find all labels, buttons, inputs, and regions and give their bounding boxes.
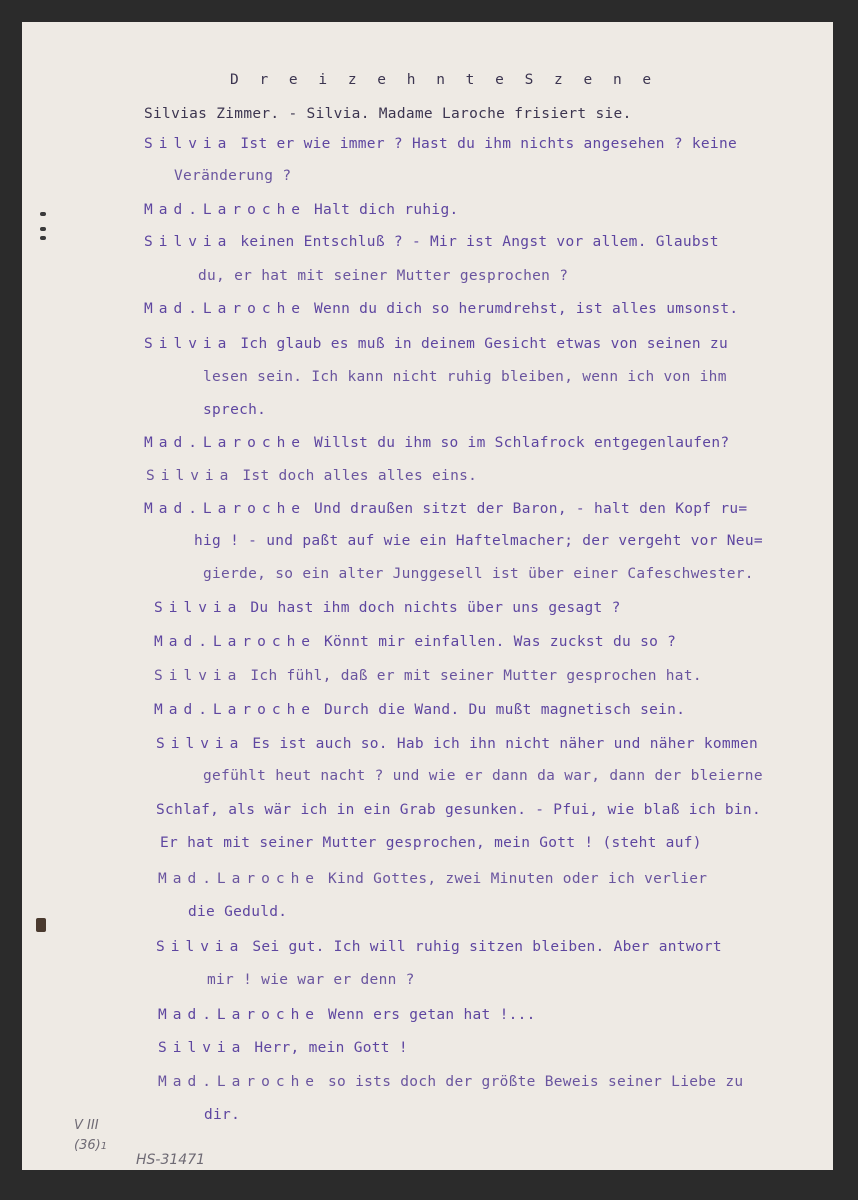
- speaker-name: Silvia: [144, 336, 233, 352]
- dialogue-text: gierde, so ein alter Junggesell ist über einer Cafeschwester.: [203, 566, 754, 582]
- dialogue-line: [144, 301, 738, 317]
- dialogue-text: Herr, mein Gott !: [254, 1040, 408, 1056]
- dialogue-text: du, er hat mit seiner Mutter gesprochen ?: [198, 268, 569, 284]
- dialogue-text: Du hast ihm doch nichts über uns gesagt ?: [250, 600, 621, 616]
- speaker-name: Silvia: [146, 468, 235, 484]
- page-number-label: (36): [74, 1138, 101, 1153]
- dialogue-continuation: [198, 268, 568, 284]
- dialogue-line: [144, 435, 729, 451]
- speaker-name: Mad.Laroche: [154, 702, 317, 718]
- dialogue-text: Sei gut. Ich will ruhig sitzen bleiben. Aber antwort: [252, 939, 722, 955]
- page-number-sub: 1: [100, 1141, 108, 1152]
- scene-title: D r e i z e h n t e S z e n e: [230, 72, 658, 88]
- dialogue-text: Er hat mit seiner Mutter gesprochen, mein Gott ! (steht auf): [160, 835, 702, 851]
- dialogue-continuation: [156, 802, 761, 818]
- dialogue-continuation: [203, 402, 266, 418]
- dialogue-line: [154, 600, 621, 616]
- dialogue-text: Wenn ers getan hat !...: [328, 1007, 536, 1023]
- dialogue-line: [144, 234, 719, 250]
- dialogue-text: Ich glaub es muß in deinem Gesicht etwas von seinen zu: [240, 336, 728, 352]
- speaker-name: Mad.Laroche: [144, 301, 307, 317]
- dialogue-text: Ist doch alles alles eins.: [242, 468, 478, 484]
- dialogue-line: [144, 336, 728, 352]
- dialogue-text: Ist er wie immer ? Hast du ihm nichts angesehen ? keine: [240, 136, 738, 152]
- binding-hole-mark: [40, 212, 46, 216]
- dialogue-continuation: [203, 566, 754, 582]
- dialogue-text: gefühlt heut nacht ? und wie er dann da war, dann der bleierne: [203, 768, 763, 784]
- folder-mark: V III: [74, 1118, 99, 1133]
- dialogue-line: [144, 136, 737, 152]
- speaker-name: Silvia: [158, 1040, 247, 1056]
- speaker-name: Mad.Laroche: [158, 1007, 321, 1023]
- dialogue-continuation: [203, 369, 727, 385]
- speaker-name: Mad.Laroche: [144, 435, 307, 451]
- dialogue-line: [154, 668, 702, 684]
- dialogue-line: [154, 702, 685, 718]
- dialogue-text: Und draußen sitzt der Baron, - halt den Kopf ru=: [314, 501, 748, 517]
- dialogue-text: Könnt mir einfallen. Was zuckst du so ?: [324, 634, 677, 650]
- manuscript-page: [22, 22, 833, 1170]
- speaker-name: Mad.Laroche: [144, 202, 307, 218]
- dialogue-text: Willst du ihm so im Schlafrock entgegenlaufen?: [314, 435, 730, 451]
- dialogue-line: [144, 202, 459, 218]
- dialogue-text: Durch die Wand. Du mußt magnetisch sein.: [324, 702, 686, 718]
- dialogue-text: Ich fühl, daß er mit seiner Mutter gesprochen hat.: [250, 668, 702, 684]
- dialogue-continuation: [160, 835, 702, 851]
- dialogue-line: [158, 1074, 743, 1090]
- dialogue-continuation: [207, 972, 415, 988]
- dialogue-line: [156, 736, 758, 752]
- dialogue-line: [154, 634, 676, 650]
- speaker-name: Mad.Laroche: [154, 634, 317, 650]
- dialogue-continuation: [194, 533, 763, 549]
- dialogue-text: dir.: [204, 1107, 241, 1123]
- dialogue-text: Kind Gottes, zwei Minuten oder ich verlier: [328, 871, 708, 887]
- speaker-name: Silvia: [156, 736, 245, 752]
- dialogue-line: [144, 501, 747, 517]
- speaker-name: Mad.Laroche: [158, 871, 321, 887]
- page-number: [74, 1138, 107, 1153]
- dialogue-text: hig ! - und paßt auf wie ein Haftelmacher; der vergeht vor Neu=: [194, 533, 763, 549]
- dialogue-text: so ists doch der größte Beweis seiner Liebe zu: [328, 1074, 744, 1090]
- speaker-name: Silvia: [144, 136, 233, 152]
- dialogue-text: die Geduld.: [188, 904, 288, 920]
- dialogue-continuation: [204, 1107, 240, 1123]
- dialogue-text: Veränderung ?: [174, 168, 292, 184]
- dialogue-text: Es ist auch so. Hab ich ihn nicht näher und näher kommen: [252, 736, 759, 752]
- binding-hole-mark: [36, 918, 46, 932]
- dialogue-text: mir ! wie war er denn ?: [207, 972, 415, 988]
- binding-hole-mark: [40, 227, 46, 231]
- speaker-name: Mad.Laroche: [158, 1074, 321, 1090]
- dialogue-text: sprech.: [203, 402, 267, 418]
- dialogue-line: [158, 871, 707, 887]
- dialogue-continuation: [203, 768, 763, 784]
- dialogue-text: Halt dich ruhig.: [314, 202, 459, 218]
- speaker-name: Silvia: [144, 234, 233, 250]
- dialogue-line: [158, 1040, 408, 1056]
- speaker-name: Silvia: [154, 668, 243, 684]
- speaker-name: Silvia: [154, 600, 243, 616]
- stage-direction: Silvias Zimmer. - Silvia. Madame Laroche frisiert sie.: [144, 106, 632, 122]
- signature-mark: HS-31471: [136, 1152, 206, 1168]
- dialogue-text: lesen sein. Ich kann nicht ruhig bleiben, wenn ich von ihm: [203, 369, 727, 385]
- dialogue-line: [158, 1007, 536, 1023]
- speaker-name: Silvia: [156, 939, 245, 955]
- dialogue-continuation: [188, 904, 287, 920]
- binding-hole-mark: [40, 236, 46, 240]
- dialogue-line: [146, 468, 477, 484]
- dialogue-text: Wenn du dich so herumdrehst, ist alles umsonst.: [314, 301, 739, 317]
- dialogue-text: keinen Entschluß ? - Mir ist Angst vor allem. Glaubst: [240, 234, 719, 250]
- dialogue-line: [156, 939, 722, 955]
- speaker-name: Mad.Laroche: [144, 501, 307, 517]
- dialogue-text: Schlaf, als wär ich in ein Grab gesunken. - Pfui, wie blaß ich bin.: [156, 802, 761, 818]
- dialogue-continuation: [174, 168, 291, 184]
